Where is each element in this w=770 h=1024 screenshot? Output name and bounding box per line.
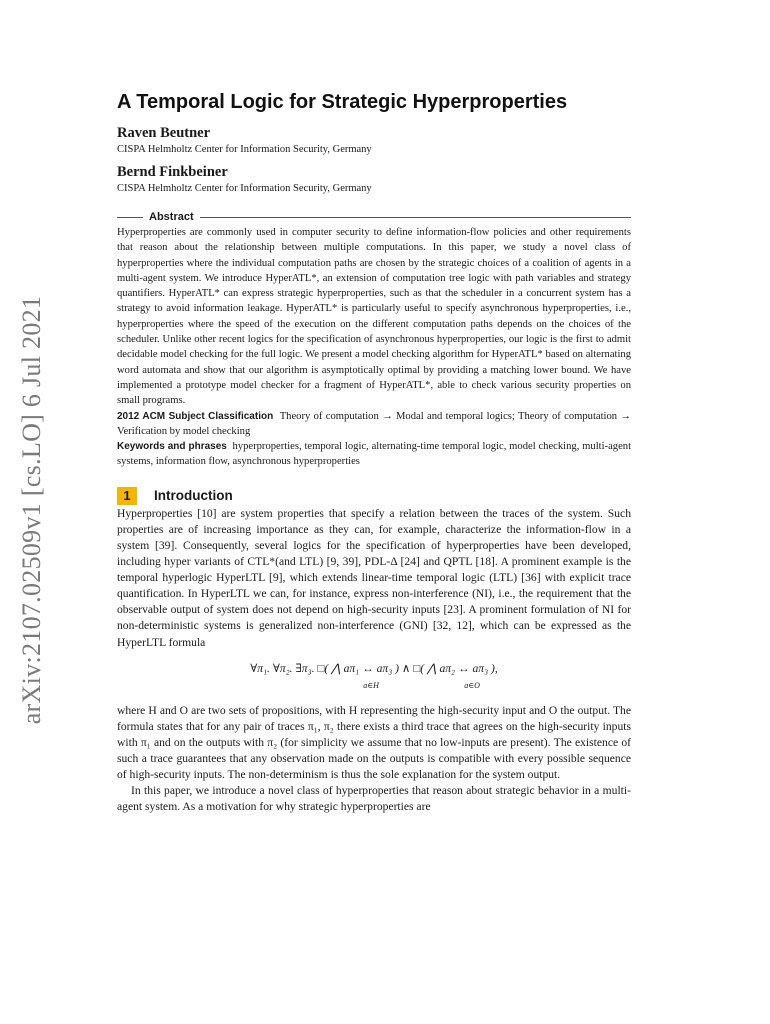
formula-subscript: a∈O [464,680,480,690]
abstract-text: Hyperproperties are commonly used in computer security to define information-flow policies and other requirements that reason about the relationship between multiple computations. In this paper, we study a novel class of hyperproperties where the individual computation paths are chosen by the strategic choices of a coalition of agents in a multi-agent system. We introduce HyperATL*, an extension of computation tree logic with path variables and strategy quantifiers. HyperATL* can express strategic hyperproperties, such as that the scheduler in a concurrent system has a strategy to avoid information leakage. HyperATL* is particularly useful to specify asynchronous hyperproperties, i.e., hyperproperties where the speed of the execution on the different computation paths depends on the choices of the scheduler. Unlike other recent logics for the specification of asynchronous hyperproperties, our logic is the first to admit decidable model checking for the full logic. We present a model checking algorithm for HyperATL* based on alternating word automata and show that our algorithm is asymptotically optimal by providing a matching lower bound. We have implemented a prototype model checker for a fragment of HyperATL*, able to check various security properties on small programs. [117,227,631,407]
section-title: Introduction [154,488,233,504]
acm-label: 2012 ACM Subject Classification [117,410,274,422]
divider [200,217,631,218]
intro-paragraph: In this paper, we introduce a novel class of hyperproperties that reason about strategic behavior in a multi-agent system. As a motivation for why strategic hyperproperties are [117,784,631,814]
paper-page [117,88,631,815]
abstract-label: Abstract [149,211,194,223]
keywords-text: hyperproperties, temporal logic, alternating-time temporal logic, model checking, multi-agent systems, information flow, asynchronous hyperproperties [117,441,632,468]
formula-subscript: a∈H [363,680,379,690]
author-name: Bernd Finkbeiner [117,164,228,180]
author-affiliation: CISPA Helmholtz Center for Information Security, Germany [117,144,372,155]
intro-paragraph: where H and O are two sets of propositions, with H representing the high-security input and O the output. The formula states that for any pair of traces π₁, π₂ there exists a third trace that agrees on the high-security inputs with π₁ and on the outputs with π₂ (for simplicity we assume that no low-inputs are present). The existence of such a trace guarantees that any observation made on the outputs is compatible with every possible sequence of high-security inputs. The non-determinism is thus the sole explanation for the system output. [117,703,631,781]
acm-classification [117,409,631,440]
section-number: 1 [117,487,137,505]
intro-paragraph: Hyperproperties [10] are system properties that specify a relation between the traces of the system. Such properties are of increasing importance as they can, for example, characterize the information-flow in a system [39]. Consequently, several logics for the specification of hyperproperties have been developed, including hyper variants of CTL*(and LTL) [9, 39], PDL-Δ [24] and QPTL [18]. A prominent example is the temporal hyperlogic HyperLTL [9], which extends linear-time temporal logic (LTL) [36] with explicit trace quantification. In HyperLTL we can, for instance, express non-interference (NI), i.e., the requirement that the observable output of system does not depend on high-security inputs [23]. A prominent formulation of NI for non-deterministic systems is generalized non-interference (GNI) [32, 12], which can be expressed as the HyperLTL formula [117,506,631,649]
arxiv-identifier: arXiv:2107.02509v1 [cs.LO] 6 Jul 2021 [17,295,46,725]
divider [117,217,143,218]
section-heading [117,486,631,506]
abstract-heading [117,209,631,225]
formula-text: ∀π₁. ∀π₂. ∃π₃. □( ⋀ aπ₁ ↔ aπ₃ ) ∧ □( ⋀ aπ₂ ↔ aπ₃ ), [250,661,498,675]
author-affiliation: CISPA Helmholtz Center for Information Security, Germany [117,183,372,194]
keywords-label: Keywords and phrases [117,441,227,453]
keywords [117,439,631,470]
gni-formula [117,657,631,695]
acm-text: Theory of computation → Modal and temporal logics; Theory of computation → Verification by model checking [117,410,632,437]
arxiv-sidebar [12,295,52,725]
author-name: Raven Beutner [117,125,211,141]
paper-title: A Temporal Logic for Strategic Hyperproperties [117,91,568,113]
